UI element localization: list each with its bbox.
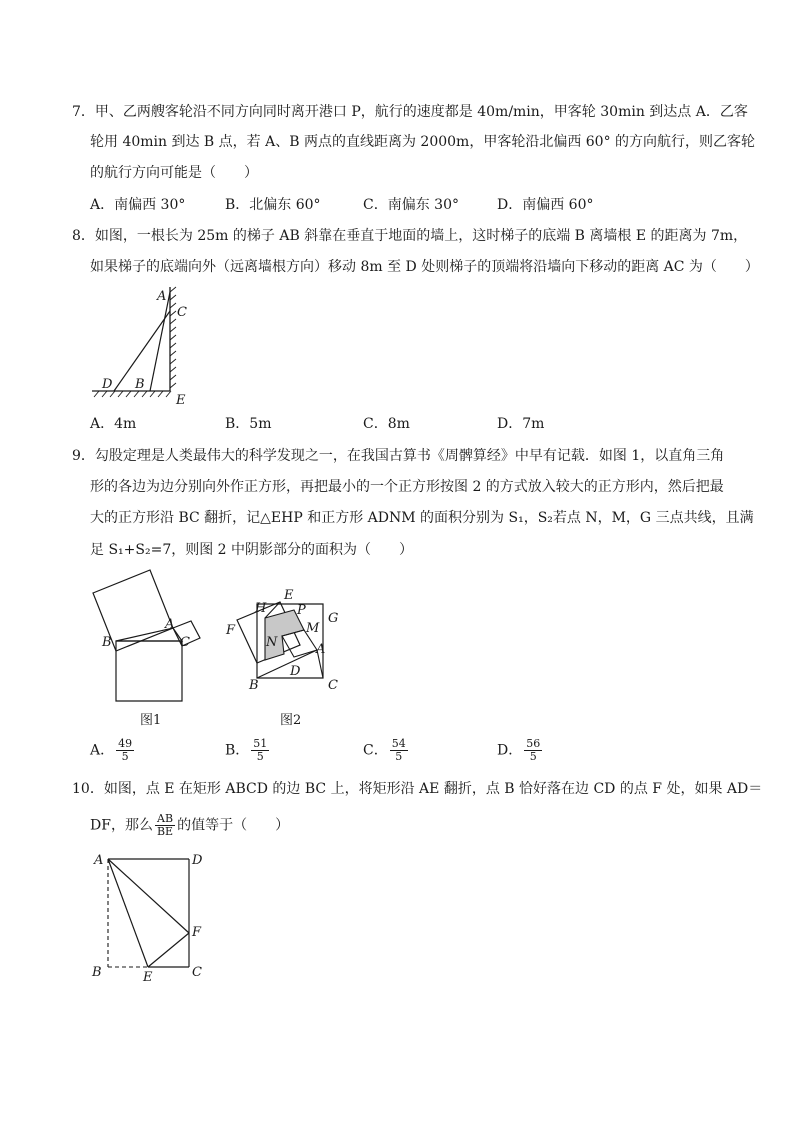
q8-ladder-figure [90,284,210,409]
q8-label-e: E [176,393,186,408]
q10-label-a: A [94,853,104,868]
q10-label-c: C [192,965,202,980]
q9-line-2: 形的各边为边分别向外作正方形，再把最小的一个正方形按图 2 的方式放入较大的正方形内，然后把最 [90,479,724,495]
q9-figure-1 [88,560,228,728]
q9-fig2-label-p: P [297,603,306,618]
q10-segment-af [108,859,189,933]
q9-fig1-square-bc [116,641,182,701]
q9-choice-a: A． $\frac{49}{5}$ [90,737,133,763]
q9-line-4: 足 S₁+S₂=7，则图 2 中阴影部分的面积为（ ） [90,542,414,558]
q10-fold-ae [108,859,148,967]
q10-line-1: 10．如图，点 E 在矩形 ABCD 的边 BC 上，将矩形沿 AE 翻折，点 B 恰好落在边 CD 的点 F 处，如果 AD＝ [72,781,763,797]
q8-choice-a: A．4m [90,416,137,432]
q7-choice-a: A．南偏西 30° [90,197,186,213]
q8-label-d: D [102,377,113,392]
q7-line-3: 的航行方向可能是（ ） [90,165,258,181]
q9-fig2-caption: 图2 [280,713,302,728]
q8-label-b: B [135,377,145,392]
q10-label-e: E [143,970,153,985]
q9-fig2-label-b: B [249,678,259,693]
q9-fig2-label-e: E [284,588,294,603]
q10-label-b: B [92,965,102,980]
q9-fig1-caption: 图1 [140,713,162,728]
q8-line-2: 如果梯子的底端向外（远离墙根方向）移动 8m 至 D 处则梯子的顶端将沿墙向下移动的距离 AC 为（ ） [90,259,759,275]
q7-line-1: 7．甲、乙两艘客轮沿不同方向同时离开港口 P，航行的速度都是 40m/min，甲客轮 30min 到达点 A．乙客 [72,104,748,120]
q10-segment-ef [148,933,189,967]
q9-choice-d: D． $\frac{56}{5}$ [497,737,541,763]
q9-fig2-label-c: C [328,678,338,693]
q10-line-2: DF，那么 $\frac{AB}{BE}$ 的值等于（ ） [90,812,290,838]
q9-choice-b: B． $\frac{51}{5}$ [225,737,268,763]
q9-line-3: 大的正方形沿 BC 翻折，记△EHP 和正方形 ADNM 的面积分别为 S₁，S₂若点 N，M，G 三点共线，且满 [90,510,754,526]
q9-fig2-label-g: G [328,611,339,626]
q10-label-d: D [192,853,203,868]
q8-line-1: 8．如图，一根长为 25m 的梯子 AB 斜靠在垂直于地面的墙上，这时梯子的底端 B 离墙根 E 的距离为 7m， [72,228,748,244]
q9-fig2-label-h: H [255,601,267,616]
q9-fig1-label-b: B [102,635,112,650]
q8-choice-c: C．8m [363,416,410,432]
q8-choice-b: B．5m [225,416,272,432]
q8-choice-d: D．7m [497,416,545,432]
q9-fig1-label-a: A [165,617,175,632]
q8-label-c: C [177,305,187,320]
q10-label-f: F [192,925,202,940]
q9-fig2-label-d: D [290,664,301,679]
q9-fig2-label-m: M [306,621,320,636]
q10-rectangle-figure [88,850,218,990]
q7-choice-b: B．北偏东 60° [225,197,321,213]
q9-line-1: 9．勾股定理是人类最伟大的科学发现之一，在我国古算书《周髀算经》中早有记载．如图 1，以直角三角 [72,448,725,464]
q9-choice-c: C． $\frac{54}{5}$ [363,737,406,763]
q8-label-a: A [157,289,167,304]
q7-line-2: 轮用 40min 到达 B 点，若 A、B 两点的直线距离为 2000m，甲客轮沿北偏西 60° 的方向航行，则乙客轮 [90,134,756,150]
q9-fig1-label-c: C [180,635,190,650]
q8-ladder-ab [150,292,170,391]
q7-choice-c: C．南偏东 30° [363,197,459,213]
q9-figure-2 [222,560,352,728]
q9-fig2-label-n: N [266,635,278,650]
q7-choice-d: D．南偏西 60° [497,197,594,213]
q9-fig2-label-f: F [226,623,236,638]
q9-fig2-label-a: A [316,642,326,657]
